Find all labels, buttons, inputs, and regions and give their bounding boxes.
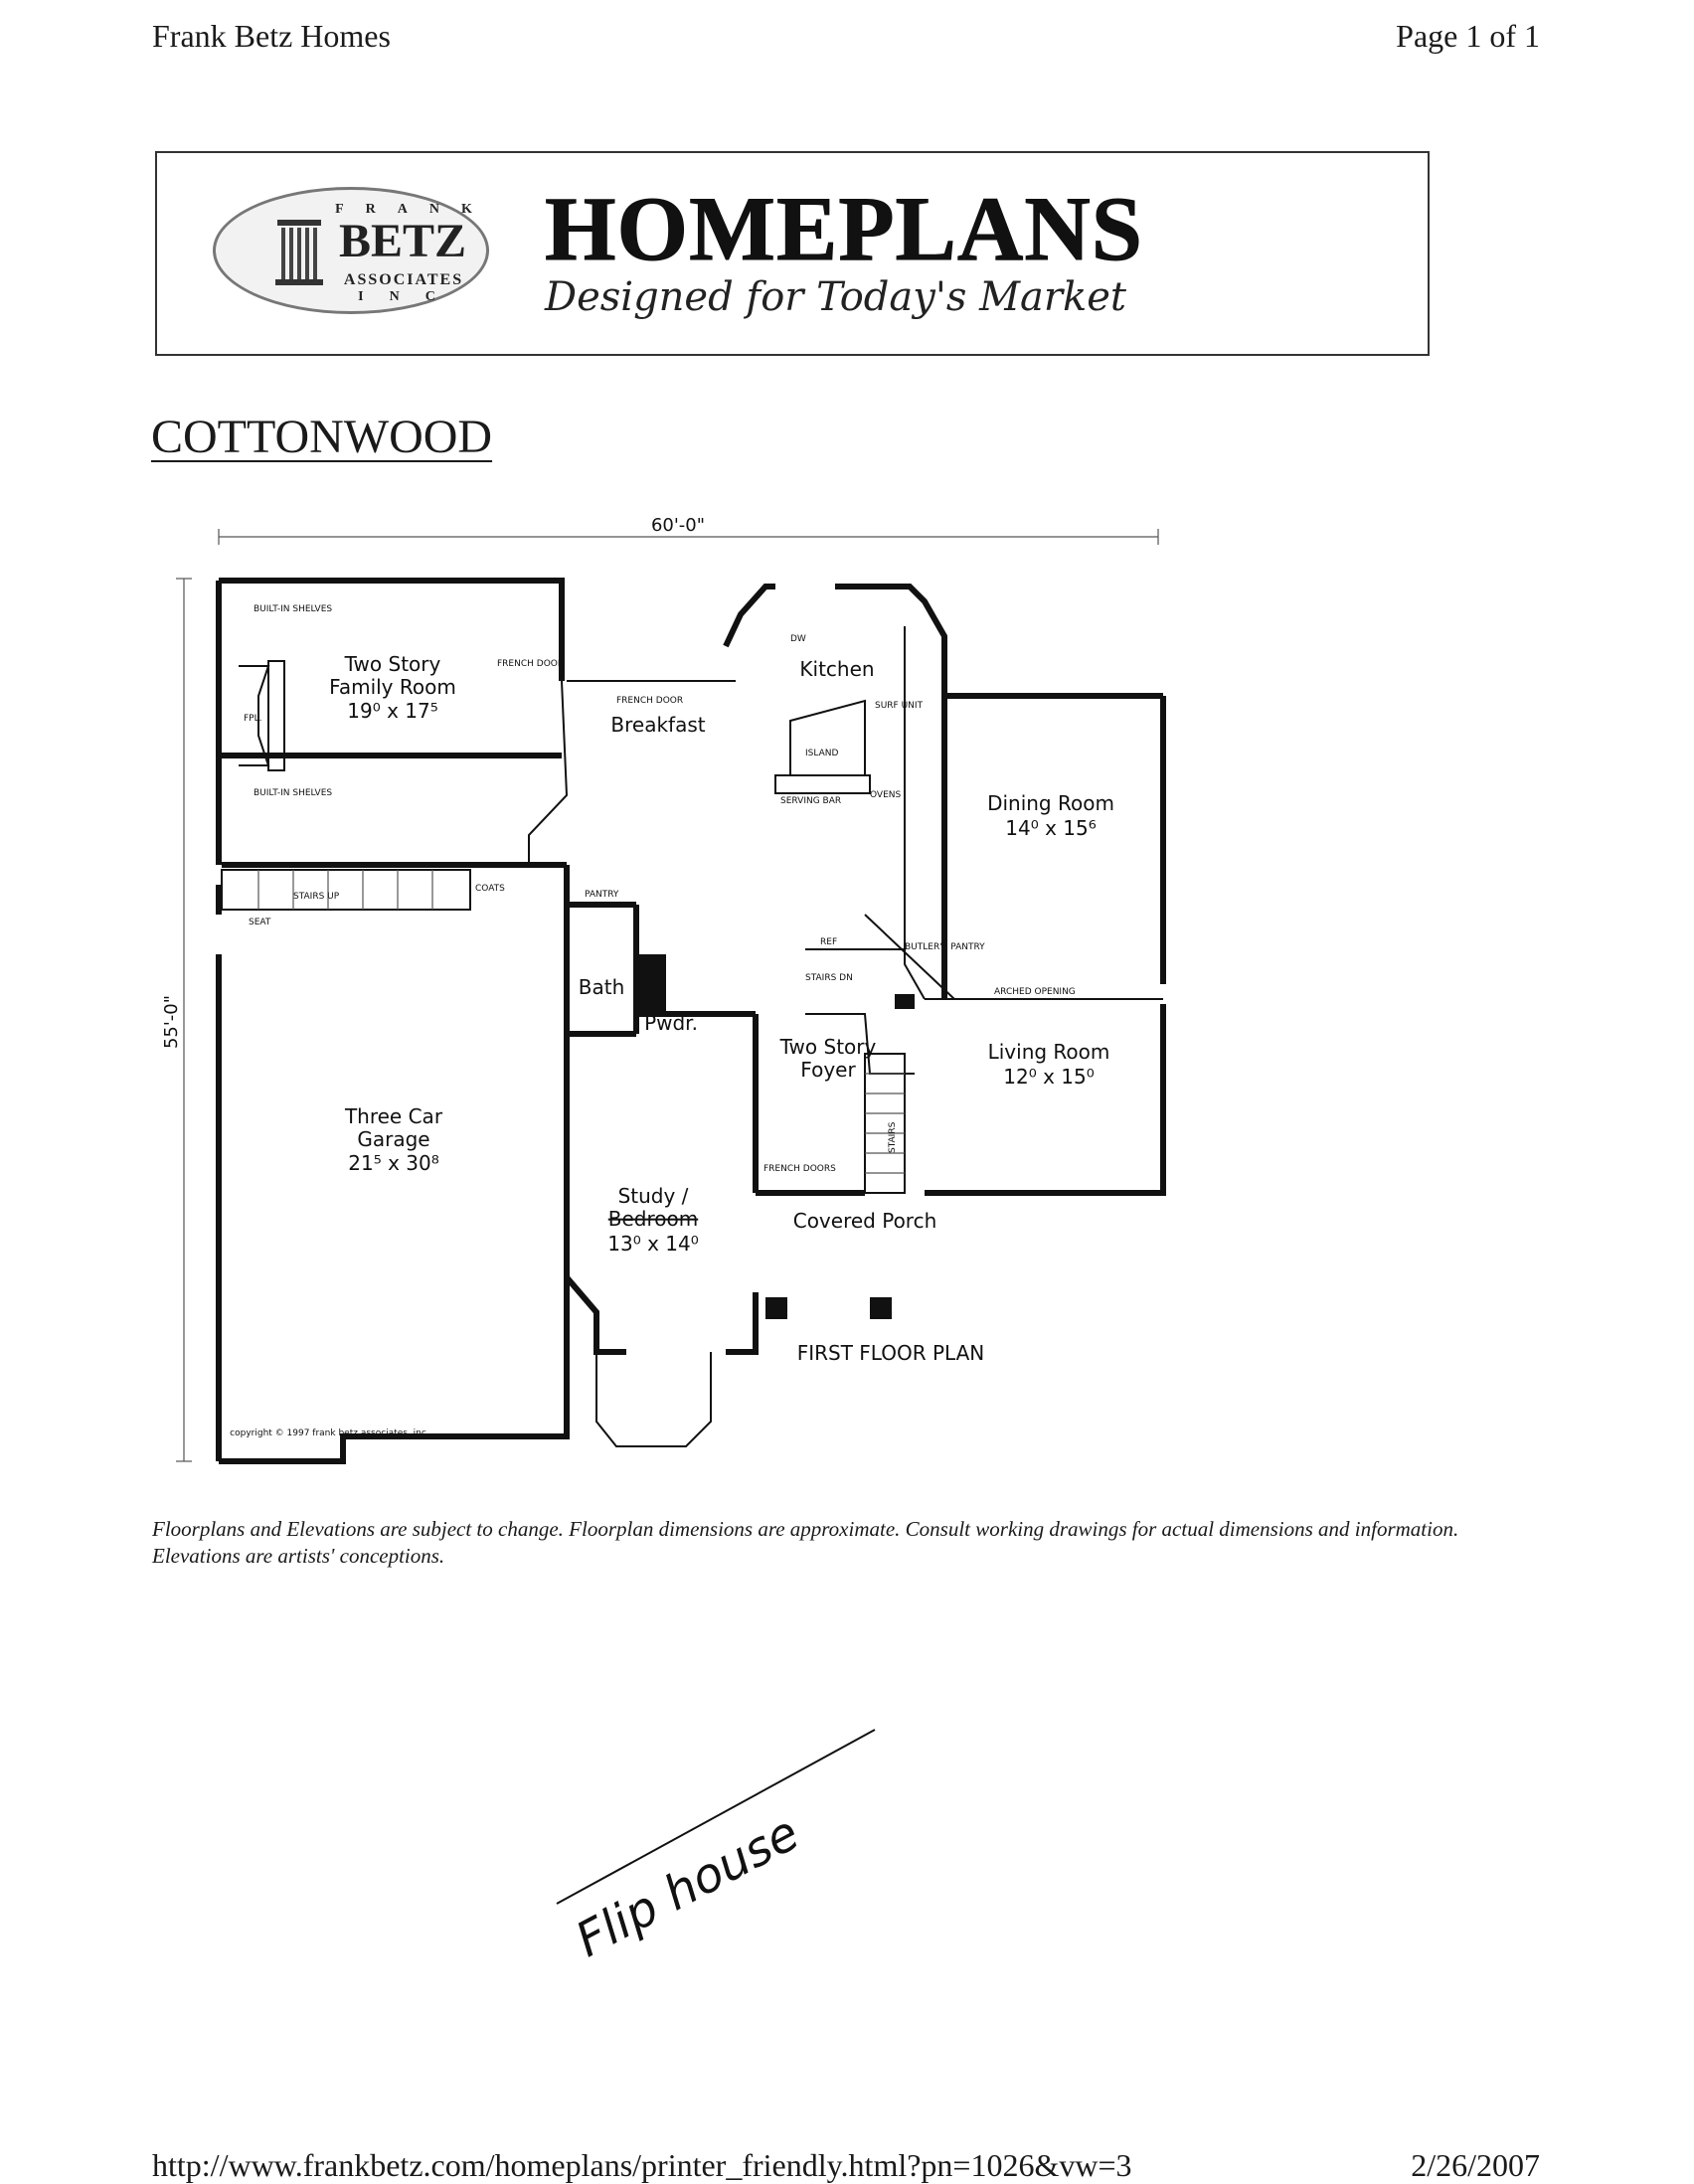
study-label-2: Bedroom (607, 1207, 699, 1231)
powder-room-label: Pwdr. (644, 1011, 698, 1035)
first-floor-plan (161, 497, 1193, 1481)
family-room-label-2: Family Room (329, 675, 456, 699)
arched-opening-pier (895, 994, 915, 1009)
rear-stairs (222, 870, 470, 910)
homeplans-tagline: Designed for Today's Market (545, 274, 1126, 320)
family-room-dims: 19⁰ x 17⁵ (347, 699, 438, 723)
print-header-page-number: Page 1 of 1 (1396, 18, 1540, 54)
note-seat: SEAT (249, 918, 271, 927)
note-french-door-2: FRENCH DOOR (616, 696, 684, 706)
note-french-doors: FRENCH DOORS (763, 1164, 836, 1174)
garage-dims: 21⁵ x 30⁸ (348, 1151, 439, 1175)
structural-column (636, 954, 666, 1014)
note-arched-opening: ARCHED OPENING (994, 987, 1076, 997)
note-builtin-shelves-top: BUILT-IN SHELVES (254, 604, 333, 614)
family-room-label-1: Two Story (344, 652, 441, 676)
note-stairs-down: STAIRS DN (805, 973, 853, 983)
note-surface-unit: SURF UNIT (875, 701, 924, 711)
handwritten-flip-house-note (527, 1690, 905, 1969)
note-builtin-shelves-bottom: BUILT-IN SHELVES (254, 788, 333, 798)
logo-associates-text: ASSOCIATES (343, 271, 464, 288)
garage-label-2: Garage (357, 1127, 430, 1151)
kitchen-label: Kitchen (799, 657, 875, 681)
note-coats: COATS (475, 884, 505, 894)
note-french-door-1: FRENCH DOOR (497, 659, 565, 669)
note-ref: REF (820, 937, 838, 947)
note-stairs: STAIRS (888, 1121, 898, 1153)
logo-frank-text: FRANK (335, 202, 494, 217)
logo-betz-text: BETZ (338, 215, 467, 267)
note-ovens: OVENS (870, 790, 902, 800)
foyer-label-2: Foyer (800, 1058, 856, 1082)
width-dimension: 60'-0" (650, 515, 706, 536)
frank-betz-logo (213, 187, 494, 314)
breakfast-label: Breakfast (610, 713, 706, 737)
porch-column-right (870, 1297, 892, 1319)
serving-bar (775, 775, 870, 793)
handwritten-note-text: Flip house (567, 1804, 808, 1969)
plan-name: COTTONWOOD (151, 411, 493, 463)
homeplans-banner (155, 151, 1430, 356)
dining-room-dims: 14⁰ x 15⁶ (1005, 816, 1097, 840)
floor-plan-title: FIRST FLOOR PLAN (796, 1341, 985, 1365)
logo-inc-text: INC (358, 289, 461, 304)
print-header-site-title: Frank Betz Homes (152, 18, 391, 54)
living-room-dims: 12⁰ x 15⁰ (1003, 1065, 1095, 1089)
porch-column-left (765, 1297, 787, 1319)
print-footer-url: http://www.frankbetz.com/homeplans/printer_friendly.html?pn=1026&vw=3 (152, 2147, 1132, 2183)
garage-label-1: Three Car (344, 1104, 443, 1128)
print-footer-date: 2/26/2007 (1411, 2147, 1540, 2183)
depth-dimension: 55'-0" (161, 994, 182, 1050)
note-fireplace: FPL. (244, 714, 262, 724)
study-bay-window (596, 1352, 711, 1446)
note-stairs-up: STAIRS UP (293, 892, 340, 902)
covered-porch-label: Covered Porch (792, 1209, 937, 1233)
note-butlers-pantry: BUTLER'S PANTRY (905, 942, 985, 952)
bath-label: Bath (578, 975, 625, 999)
kitchen-island (790, 701, 865, 775)
homeplans-title: HOMEPLANS (545, 178, 1143, 279)
disclaimer-text: Floorplans and Elevations are subject to change. Floorplan dimensions are approximate. Consult working drawings for actual dimensions and information. Elevations are artists' conceptions. (152, 1517, 1459, 1568)
note-serving-bar: SERVING BAR (780, 796, 842, 806)
dining-room-label: Dining Room (987, 791, 1114, 815)
study-dims: 13⁰ x 14⁰ (607, 1232, 699, 1256)
copyright-note: copyright © 1997 frank betz associates, inc (230, 1428, 426, 1438)
study-label-1: Study / (617, 1184, 689, 1208)
living-room-label: Living Room (987, 1040, 1110, 1064)
note-dishwasher: DW (790, 634, 806, 644)
column-logo-icon (271, 218, 327, 287)
note-island: ISLAND (805, 749, 839, 758)
foyer-label-1: Two Story (779, 1035, 877, 1059)
note-pantry: PANTRY (585, 890, 619, 900)
